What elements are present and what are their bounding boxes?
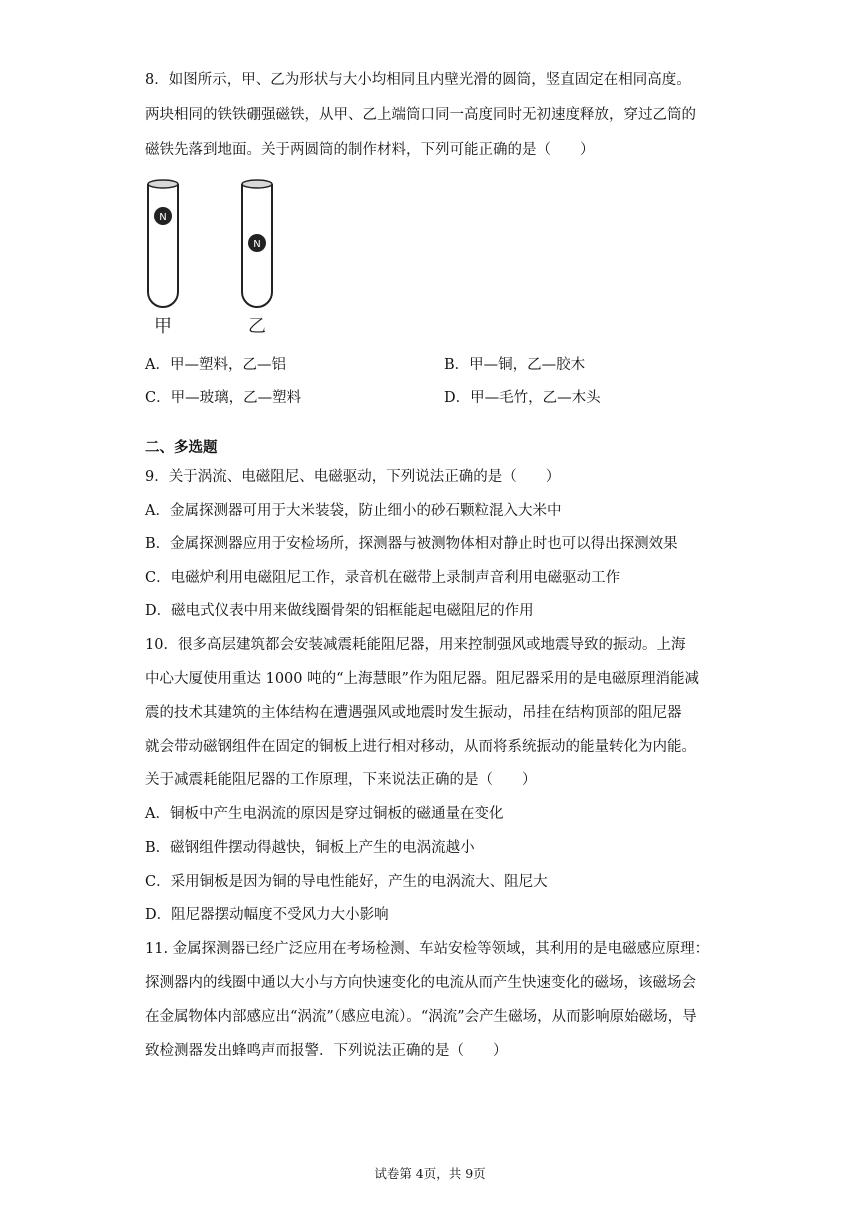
q8-line-1: 8．如图所示，甲、乙为形状与大小均相同且内壁光滑的圆筒，竖直固定在相同高度。 bbox=[145, 72, 691, 88]
tube-yi-label: 乙 bbox=[248, 316, 266, 337]
q8-option-a: A．甲—塑料，乙—铝 bbox=[145, 357, 286, 373]
magnet-n-label: N bbox=[159, 212, 167, 223]
q9-stem: 9．关于涡流、电磁阻尼、电磁驱动，下列说法正确的是（ ） bbox=[145, 469, 561, 485]
q8-option-d: D．甲—毛竹，乙—木头 bbox=[444, 390, 601, 406]
section-title: 二、多选题 bbox=[145, 439, 218, 456]
tube-jia bbox=[148, 180, 178, 307]
tube-yi bbox=[242, 180, 272, 307]
magnet-icon bbox=[248, 234, 266, 252]
page-footer: 试卷第 4页，共 9页 bbox=[374, 1166, 486, 1181]
q10-option-d: D．阻尼器摆动幅度不受风力大小影响 bbox=[145, 907, 389, 923]
q8-option-c: C．甲—玻璃，乙—塑料 bbox=[145, 390, 302, 406]
tube-jia-label: 甲 bbox=[154, 316, 172, 337]
q9-option-b: B．金属探测器应用于安检场所，探测器与被测物体相对静止时也可以得出探测效果 bbox=[145, 536, 678, 552]
q10-line-2: 中心大厦使用重达 1000 吨的“上海慧眼”作为阻尼器。阻尼器采用的是电磁原理消能减 bbox=[145, 671, 699, 687]
q9-option-d: D．磁电式仪表中用来做线圈骨架的铝框能起电磁阻尼的作用 bbox=[145, 603, 534, 619]
q8-line-2: 两块相同的铁铁硼强磁铁，从甲、乙上端筒口同一高度同时无初速度释放，穿过乙筒的 bbox=[145, 107, 696, 123]
two-tubes-figure bbox=[140, 172, 300, 342]
q11-line-1: 11. 金属探测器已经广泛应用在考场检测、车站安检等领域，其利用的是电磁感应原理： bbox=[145, 941, 710, 957]
q8-line-3: 磁铁先落到地面。关于两圆筒的制作材料，下列可能正确的是（ ） bbox=[145, 142, 595, 158]
q10-line-5: 关于减震耗能阻尼器的工作原理，下来说法正确的是（ ） bbox=[145, 772, 537, 788]
q11-line-2: 探测器内的线圈中通以大小与方向快速变化的电流从而产生快速变化的磁场，该磁场会 bbox=[145, 975, 696, 991]
q8-option-b: B．甲—铜，乙—胶木 bbox=[444, 357, 586, 373]
q10-option-c: C．采用铜板是因为铜的导电性能好，产生的电涡流大、阻尼大 bbox=[145, 874, 548, 890]
magnet-icon bbox=[154, 207, 172, 225]
q10-option-b: B．磁钢组件摆动得越快，铜板上产生的电涡流越小 bbox=[145, 840, 475, 856]
q9-option-a: A．金属探测器可用于大米装袋，防止细小的砂石颗粒混入大米中 bbox=[145, 503, 562, 519]
q10-line-3: 震的技术其建筑的主体结构在遭遇强风或地震时发生振动，吊挂在结构顶部的阻尼器 bbox=[145, 705, 682, 721]
q11-line-4: 致检测器发出蜂鸣声而报警．下列说法正确的是（ ） bbox=[145, 1043, 508, 1059]
q9-option-c: C．电磁炉利用电磁阻尼工作，录音机在磁带上录制声音利用电磁驱动工作 bbox=[145, 570, 621, 586]
q10-line-1: 10．很多高层建筑都会安装减震耗能阻尼器，用来控制强风或地震导致的振动。上海 bbox=[145, 637, 686, 653]
q10-option-a: A．铜板中产生电涡流的原因是穿过铜板的磁通量在变化 bbox=[145, 806, 504, 822]
q10-line-4: 就会带动磁钢组件在固定的铜板上进行相对移动，从而将系统振动的能量转化为内能。 bbox=[145, 739, 696, 755]
q11-line-3: 在金属物体内部感应出“涡流”（感应电流）。“涡流”会产生磁场，从而影响原始磁场，导 bbox=[145, 1009, 697, 1025]
magnet-n-label: N bbox=[253, 239, 261, 250]
